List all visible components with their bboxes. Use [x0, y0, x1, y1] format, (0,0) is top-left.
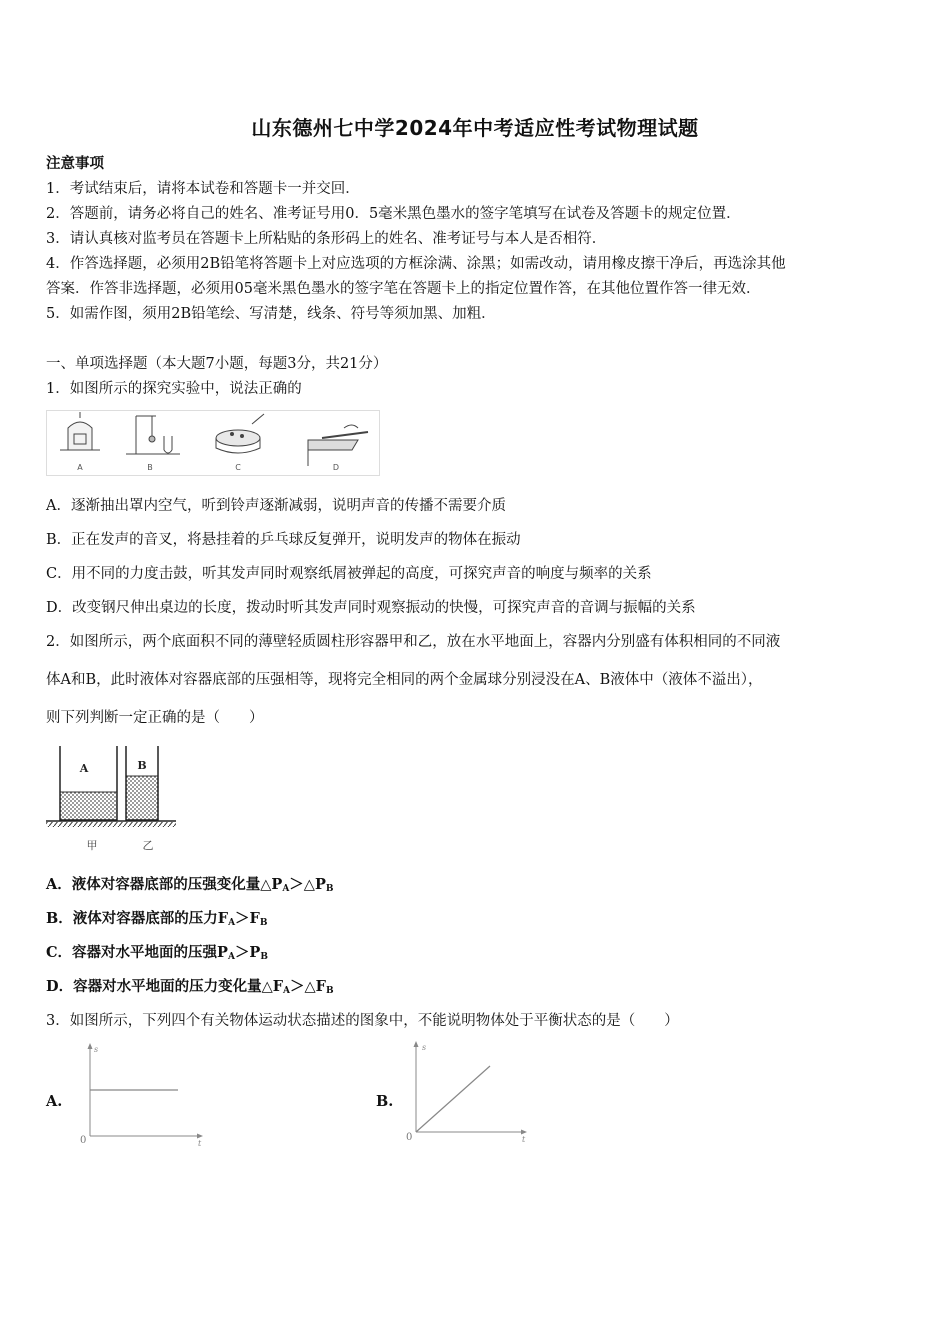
origin-label: 0: [80, 1135, 87, 1146]
liquid-b-label: B: [137, 759, 147, 772]
liquid-a-label: A: [79, 762, 89, 775]
q1-option-c: C．用不同的力度击鼓，听其发声同时观察纸屑被弹起的高度，可探究声音的响度与频率的关系: [46, 566, 652, 582]
container-jia-caption: 甲: [86, 839, 98, 852]
notice-heading: 注意事项: [46, 155, 104, 172]
subscript-a: A: [227, 952, 235, 962]
q2-option-c: [46, 941, 268, 962]
origin-label: 0: [406, 1132, 413, 1143]
subscript-b: B: [259, 918, 268, 928]
q2-figure: [44, 742, 180, 856]
section-heading: 一、单项选择题（本大题7小题，每题3分，共21分）: [46, 356, 388, 372]
notice-item: 5．如需作图，须用2B铅笔绘、写清楚，线条、符号等须加黑、加粗．: [46, 306, 496, 322]
q1-option-a: A．逐渐抽出罩内空气，听到铃声逐渐减弱，说明声音的传播不需要介质: [46, 498, 506, 514]
q3-option-a-label: A.: [46, 1093, 63, 1110]
q3-graph-b: [402, 1036, 536, 1146]
question-2-stem-line3: 则下列判断一定正确的是（ ）: [46, 710, 264, 726]
page-title: 山东德州七中学2024年中考适应性考试物理试题: [251, 116, 699, 140]
q2-option-a: [46, 873, 333, 894]
question-1-stem: 1．如图所示的探究实验中，说法正确的: [46, 381, 302, 397]
y-axis-arrow-icon: [88, 1043, 93, 1049]
q1-fig-label-a: A: [77, 463, 83, 472]
subscript-a: A: [283, 986, 291, 996]
x-axis-arrow-icon: [521, 1130, 527, 1135]
q2-option-c-text: C．容器对水平地面的压强P: [46, 944, 228, 961]
q3-option-b-label: B.: [376, 1093, 394, 1110]
y-axis-label: s: [94, 1045, 99, 1054]
subscript-b: B: [325, 986, 334, 996]
q2-option-d: [46, 975, 334, 996]
q2-option-b: [46, 907, 267, 928]
q1-figure: [46, 410, 380, 476]
container-yi: [126, 746, 158, 820]
q1-option-d: D．改变钢尺伸出桌边的长度，拨动时听其发声同时观察振动的快慢，可探究声音的音调与振幅的关系: [46, 600, 696, 616]
subscript-a: A: [282, 884, 290, 894]
q2-option-d-text: D．容器对水平地面的压力变化量△F: [46, 978, 284, 995]
q2-option-c-mid: ＞P: [234, 944, 261, 961]
q2-option-b-text: B．液体对容器底部的压力F: [46, 910, 229, 927]
q1-fig-label-b: B: [147, 463, 153, 472]
question-3-stem: 3．如图所示，下列四个有关物体运动状态描述的图象中，不能说明物体处于平衡状态的是（ ）: [46, 1013, 679, 1029]
q2-option-a-text: A．液体对容器底部的压强变化量△P: [46, 876, 283, 893]
q3-graph-a: [76, 1040, 210, 1146]
ground-hatch: [46, 822, 176, 827]
graph-line: [416, 1066, 490, 1132]
notice-item: 4．作答选择题，必须用2B铅笔将答题卡上对应选项的方框涂满、涂黑；如需改动，请用橡皮擦干净后，再选涂其他: [46, 256, 786, 272]
q2-option-d-mid: ＞△F: [290, 978, 326, 995]
notice-item: 1．考试结束后，请将本试卷和答题卡一并交回．: [46, 181, 360, 197]
q1-fig-label-c: C: [235, 463, 241, 472]
container-jia: [60, 746, 117, 820]
notice-item: 2．答题前，请务必将自己的姓名、准考证号用0．5毫米黑色墨水的签字笔填写在试卷及答题卡的规定位置．: [46, 206, 741, 222]
container-yi-caption: 乙: [142, 839, 154, 852]
x-axis-label: t: [198, 1139, 202, 1146]
q1-fig-label-d: D: [332, 463, 340, 472]
subscript-b: B: [260, 952, 268, 962]
notice-item: 答案．作答非选择题，必须用05毫米黑色墨水的签字笔在答题卡上的指定位置作答，在其他位置作答一律无效．: [46, 281, 761, 297]
question-2-stem-line2: 体A和B，此时液体对容器底部的压强相等，现将完全相同的两个金属球分别浸没在A、B液体中（液体不溢出），: [46, 672, 763, 688]
subscript-b: B: [325, 884, 334, 894]
y-axis-label: s: [422, 1043, 427, 1052]
y-axis-arrow-icon: [414, 1041, 419, 1047]
subscript-a: A: [228, 918, 236, 928]
x-axis-arrow-icon: [197, 1134, 203, 1139]
q2-option-b-mid: ＞F: [235, 910, 260, 927]
notice-item: 3．请认真核对监考员在答题卡上所粘贴的条形码上的姓名、准考证号与本人是否相符．: [46, 231, 607, 247]
question-2-stem-line1: 2．如图所示，两个底面积不同的薄壁轻质圆柱形容器甲和乙，放在水平地面上，容器内分别盛有体积相同的不同液: [46, 634, 781, 650]
q2-option-a-mid: ＞△P: [289, 876, 326, 893]
x-axis-label: t: [522, 1135, 526, 1144]
q1-option-b: B．正在发声的音叉，将悬挂着的乒乓球反复弹开，说明发声的物体在振动: [46, 532, 521, 548]
